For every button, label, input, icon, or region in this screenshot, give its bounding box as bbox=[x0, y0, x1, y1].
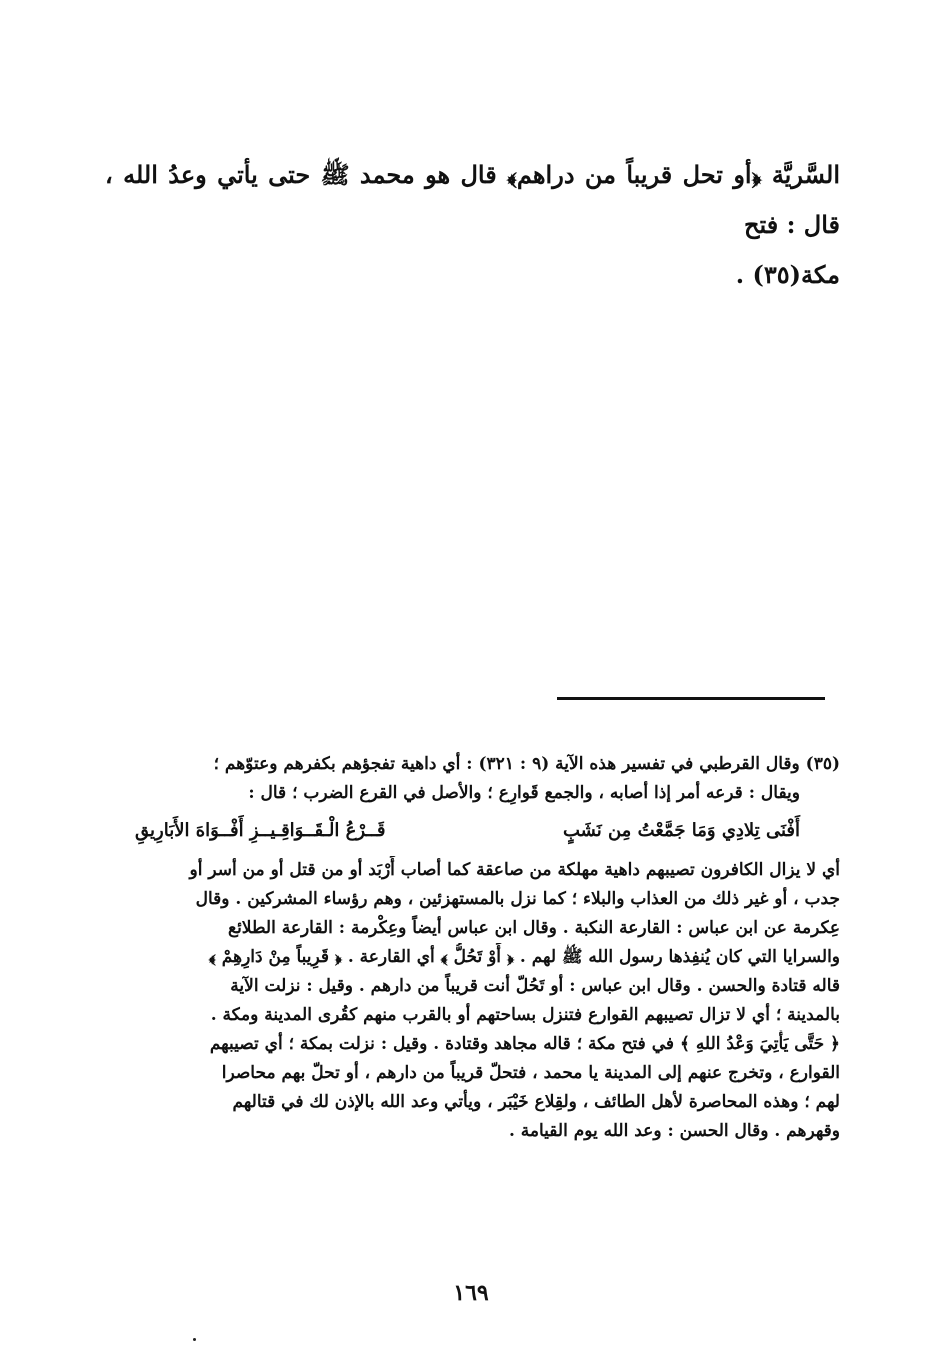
main-text-line-2: مكة(٣٥) . bbox=[735, 260, 840, 289]
page-number: ١٦٩ bbox=[453, 1280, 489, 1306]
footnote-separator bbox=[557, 697, 825, 700]
verse-first-hemistich: أَفْنَى تِلادِي وَمَا جَمَّعْتُ مِن نَشَبٍ bbox=[562, 820, 800, 841]
footnote-body-line: جدب ، أو غير ذلك من العذاب والبلاء ؛ كما نزل بالمستهزئين ، وهم رؤساء المشركين . وقال bbox=[195, 889, 840, 909]
footnote-body-line: عِكرمة عن ابن عباس : القارعة النكبة . وقال ابن عباس أيضاً وعِكْرمة : القارعة الطلائع bbox=[228, 918, 840, 938]
main-text-block bbox=[105, 150, 840, 300]
footnote-line-1: (٣٥) وقال القرطبي في تفسير هذه الآية (٩ : ٣٢١) : أي داهية تفجؤهم بكفرهم وعتوّهم ؛ bbox=[213, 754, 840, 774]
main-text-line-1: السَّريَّة ﴿أو تحل قريباً من دراهم﴾ قال هو محمد ﷺ حتى يأتي وعدُ الله ، قال : فتح bbox=[105, 160, 840, 239]
verse-second-hemistich: قَــرْعُ الْـقَــوَاقِـيــزِ أَفْــوَاهَ الأَبَارِيقِ bbox=[135, 820, 386, 841]
footnote-body-line: بالمدينة ؛ أي لا تزال تصيبهم القوارع فتنزل بساحتهم أو بالقرب منهم كقُرى المدينة ومكة . bbox=[210, 1005, 840, 1025]
poetry-verse bbox=[105, 816, 840, 846]
footnote-body-line: والسرايا التي كان يُنفِذها رسول الله ﷺ لهم . ﴿ أَوْ تَحُلُّ ﴾ أي القارعة . ﴿ قَرِيباً مِنْ دَارِهِمْ ﴾ bbox=[208, 947, 840, 967]
footnote-body-line: وقهرهم . وقال الحسن : وعد الله يوم القيامة . bbox=[508, 1121, 840, 1141]
footnote-body-line: لهم ؛ وهذه المحاصرة لأهل الطائف ، ولقِلاع خَيْبَر ، ويأتي وعد الله بالإذن لك في قتالهم bbox=[232, 1092, 840, 1112]
footnote-body bbox=[105, 856, 840, 1146]
footnote-body-line: أي لا يزال الكافرون تصيبهم داهية مهلكة من صاعقة كما أصاب أَرْبَد أو من قتل أو من أسر أو bbox=[189, 860, 840, 880]
footnote-body-line: قاله قتادة والحسن . وقال ابن عباس : أو تَحُلّ أنت قريباً من دارهم . وقيل : نزلت الآية bbox=[230, 976, 840, 996]
footnote-body-line: القوارع ، وتخرج عنهم إلى المدينة يا محمد ، فتحلّ قريباً من دارهم ، أو تحلّ بهم محاصرا bbox=[221, 1063, 840, 1083]
scan-speck bbox=[193, 1338, 196, 1341]
footnote-block bbox=[105, 750, 840, 1146]
footnote-line-2: ويقال : قرعه أمر إذا أصابه ، والجمع قَوارِع ؛ والأصل في القرع الضرب ؛ قال : bbox=[248, 783, 800, 803]
footnote-body-line: ﴿ حَتَّى يَأْتِيَ وَعْدُ اللهِ ﴾ في فتح مكة ؛ قاله مجاهد وقتادة . وقيل : نزلت بمكة ؛ أي تصيبهم bbox=[209, 1034, 840, 1054]
